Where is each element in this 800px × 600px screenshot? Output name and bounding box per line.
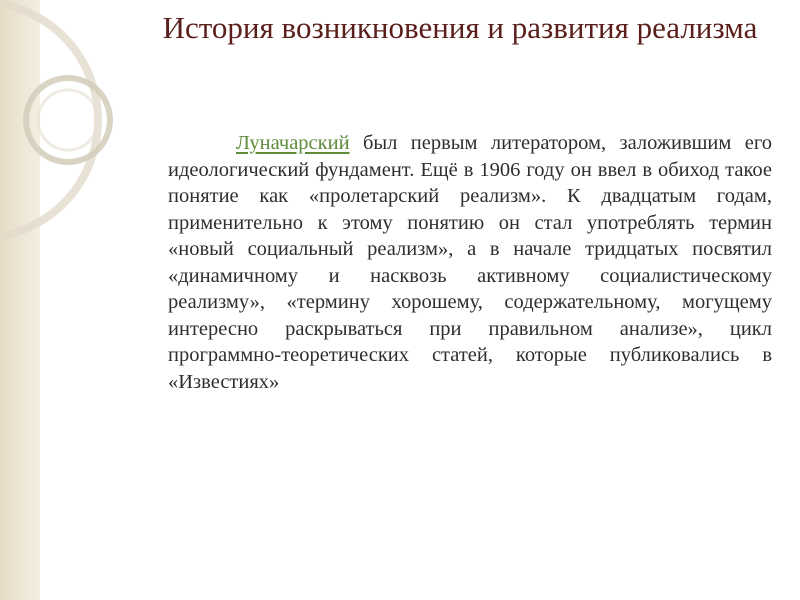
lunacharsky-link[interactable]: Луначарский [236, 132, 350, 154]
body-paragraph [168, 130, 772, 395]
body-paragraph-text: был первым литератором, заложившим его идеологический фундамент. Ещё в 1906 году он ввел в обиход такое понятие как «пролетарский реализм». К двадцатым годам, применительно к этому понятию он стал употреблять термин «новый социальный реализм», а в начале тридцатых посвятил «динамичному и насквозь активному социалистическому реализму», «термину хорошему, содержательному, могущему интересно раскрываться при правильном анализе», цикл программно-теоретических статей, которые публиковались в «Известиях» [168, 132, 772, 393]
left-accent-band [0, 0, 40, 600]
slide-title: История возникновения и развития реализма [162, 10, 758, 45]
decorative-circle-inner [38, 90, 98, 150]
